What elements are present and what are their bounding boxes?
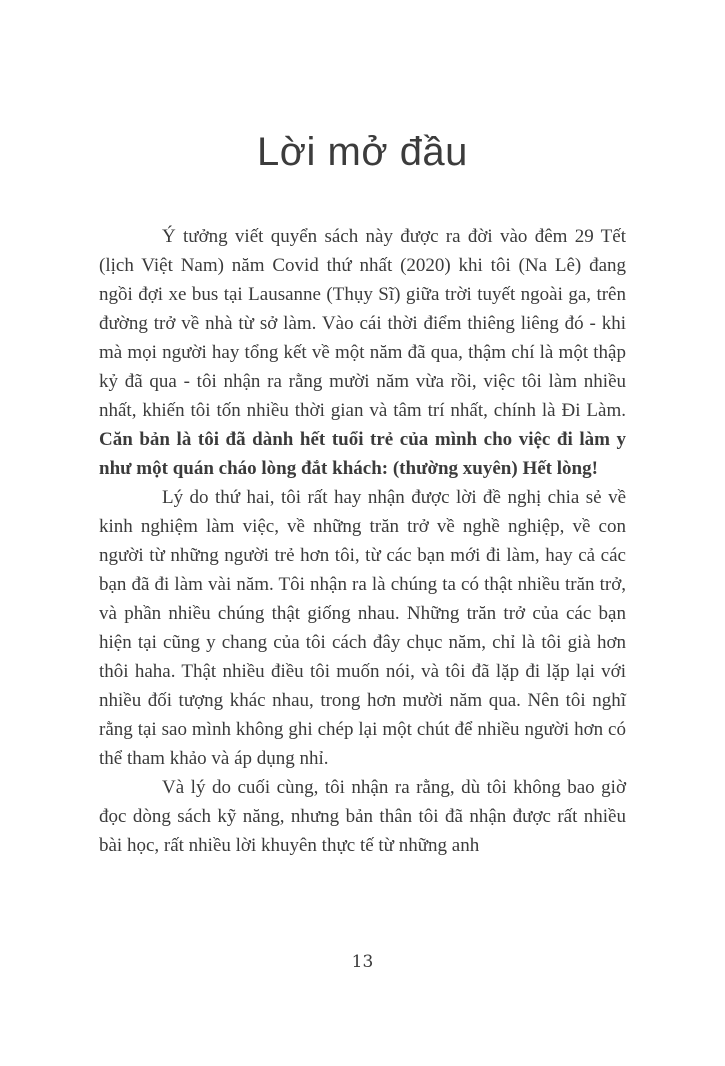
paragraph [99,773,626,860]
paragraph-text: Và lý do cuối cùng, tôi nhận ra rằng, dù tôi không bao giờ đọc dòng sách kỹ năng, nhưng bản thân tôi đã nhận được rất nhiều bài học, rất nhiều lời khuyên thực tế từ những anh [99,777,626,856]
paragraph-text: Ý tưởng viết quyển sách này được ra đời vào đêm 29 Tết (lịch Việt Nam) năm Covid thứ nhất (2020) khi tôi (Na Lê) đang ngồi đợi xe bus tại Lausanne (Thụy Sĩ) giữa trời tuyết ngoài ga, trên đường trở về nhà từ sở làm. Vào cái thời điểm thiêng liêng đó - khi mà mọi người hay tổng kết về một năm đã qua, thậm chí là một thập kỷ đã qua - tôi nhận ra rằng mười năm vừa rồi, việc tôi làm nhiều nhất, khiến tôi tốn nhiều thời gian và tâm trí nhất, chính là Đi Làm. [99,226,626,421]
paragraph-bold-text: Căn bản là tôi đã dành hết tuổi trẻ của mình cho việc đi làm y như một quán cháo lòng đắt khách: (thường xuyên) Hết lòng! [99,429,626,479]
page-number: 13 [351,952,374,972]
paragraph [99,222,626,483]
chapter-title: Lời mở đầu [257,130,468,174]
paragraph-text: Lý do thứ hai, tôi rất hay nhận được lời đề nghị chia sẻ về kinh nghiệm làm việc, về những trăn trở về nghề nghiệp, về con người từ những người trẻ hơn tôi, từ các bạn mới đi làm, hay cả các bạn đã đi làm vài năm. Tôi nhận ra là chúng ta có thật nhiều trăn trở, và phần nhiều chúng thật giống nhau. Những trăn trở của các bạn hiện tại cũng y chang của tôi cách đây chục năm, chỉ là tôi già hơn thôi haha. Thật nhiều điều tôi muốn nói, và tôi đã lặp đi lặp lại với nhiều đối tượng khác nhau, trong hơn mười năm qua. Nên tôi nghĩ rằng tại sao mình không ghi chép lại một chút để nhiều người hơn có thể tham khảo và áp dụng nhỉ. [99,487,626,769]
paragraph [99,483,626,773]
body-text-block [99,222,626,860]
